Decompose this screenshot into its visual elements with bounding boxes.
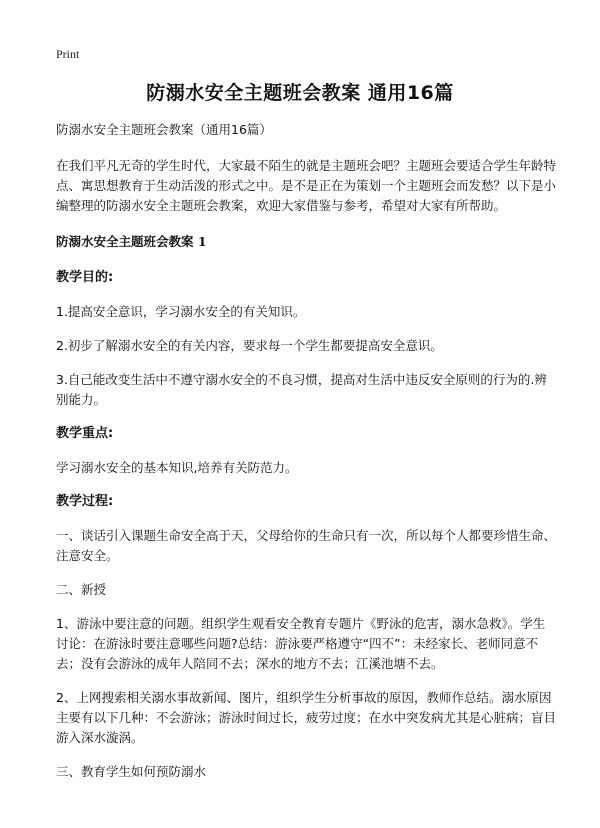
goal-item: 1.提高安全意识，学习溺水安全的有关知识。 [56, 304, 306, 319]
intro-paragraph: 在我们平凡无奇的学生时代，大家最不陌生的就是主题班会吧？主题班会要适合学生年龄特点、寓思想教育于生动活泼的形式之中。是不是正在为策划一个主题班会而发愁？以下是小编整理的防溺水安全主题班会教案，欢迎大家借鉴与参考，希望对大家有所帮助。 [56, 158, 557, 213]
document-subtitle: 防溺水安全主题班会教案（通用16篇） [56, 122, 272, 137]
page-title: 防溺水安全主题班会教案 通用16篇 [146, 82, 454, 104]
process-item: 二、新授 [56, 582, 107, 597]
process-item: 1、游泳中要注意的问题。组织学生观看安全教育专题片《野泳的危害，溺水急救》。学生讨论：在游泳时要注意哪些问题?总结：游泳要严格遵守“四不”：未经家长、老师同意不去；没有会游泳的成年人陪同不去；深水的地方不去；江溪池塘不去。 [56, 616, 546, 671]
focus-text: 学习溺水安全的基本知识,培养有关防范力。 [56, 460, 298, 475]
process-item: 2、上网搜索相关溺水事故新闻、图片，组织学生分析事故的原因，教师作总结。溺水原因主要有以下几种：不会游泳；游泳时间过长，疲劳过度；在水中突发病尤其是心脏病；盲目游入深水漩涡。 [56, 690, 557, 745]
process-item: 三、教育学生如何预防溺水 [56, 764, 207, 779]
plan-heading: 防溺水安全主题班会教案 1 [56, 234, 207, 249]
focus-heading: 教学重点: [56, 426, 114, 441]
document-body [56, 120, 556, 796]
print-link[interactable]: Print [56, 47, 80, 61]
process-item: 一、谈话引入课题生命安全高于天，父母给你的生命只有一次，所以每个人都要珍惜生命、注意安全。 [56, 528, 557, 563]
process-heading: 教学过程: [56, 494, 114, 509]
goal-item: 2.初步了解溺水安全的有关内容，要求每一个学生都要提高安全意识。 [56, 338, 443, 353]
goal-heading: 教学目的: [56, 270, 114, 285]
goal-item: 3.自己能改变生活中不遵守溺水安全的不良习惯，提高对生活中违反安全原则的行为的.辨别能力。 [56, 372, 547, 407]
